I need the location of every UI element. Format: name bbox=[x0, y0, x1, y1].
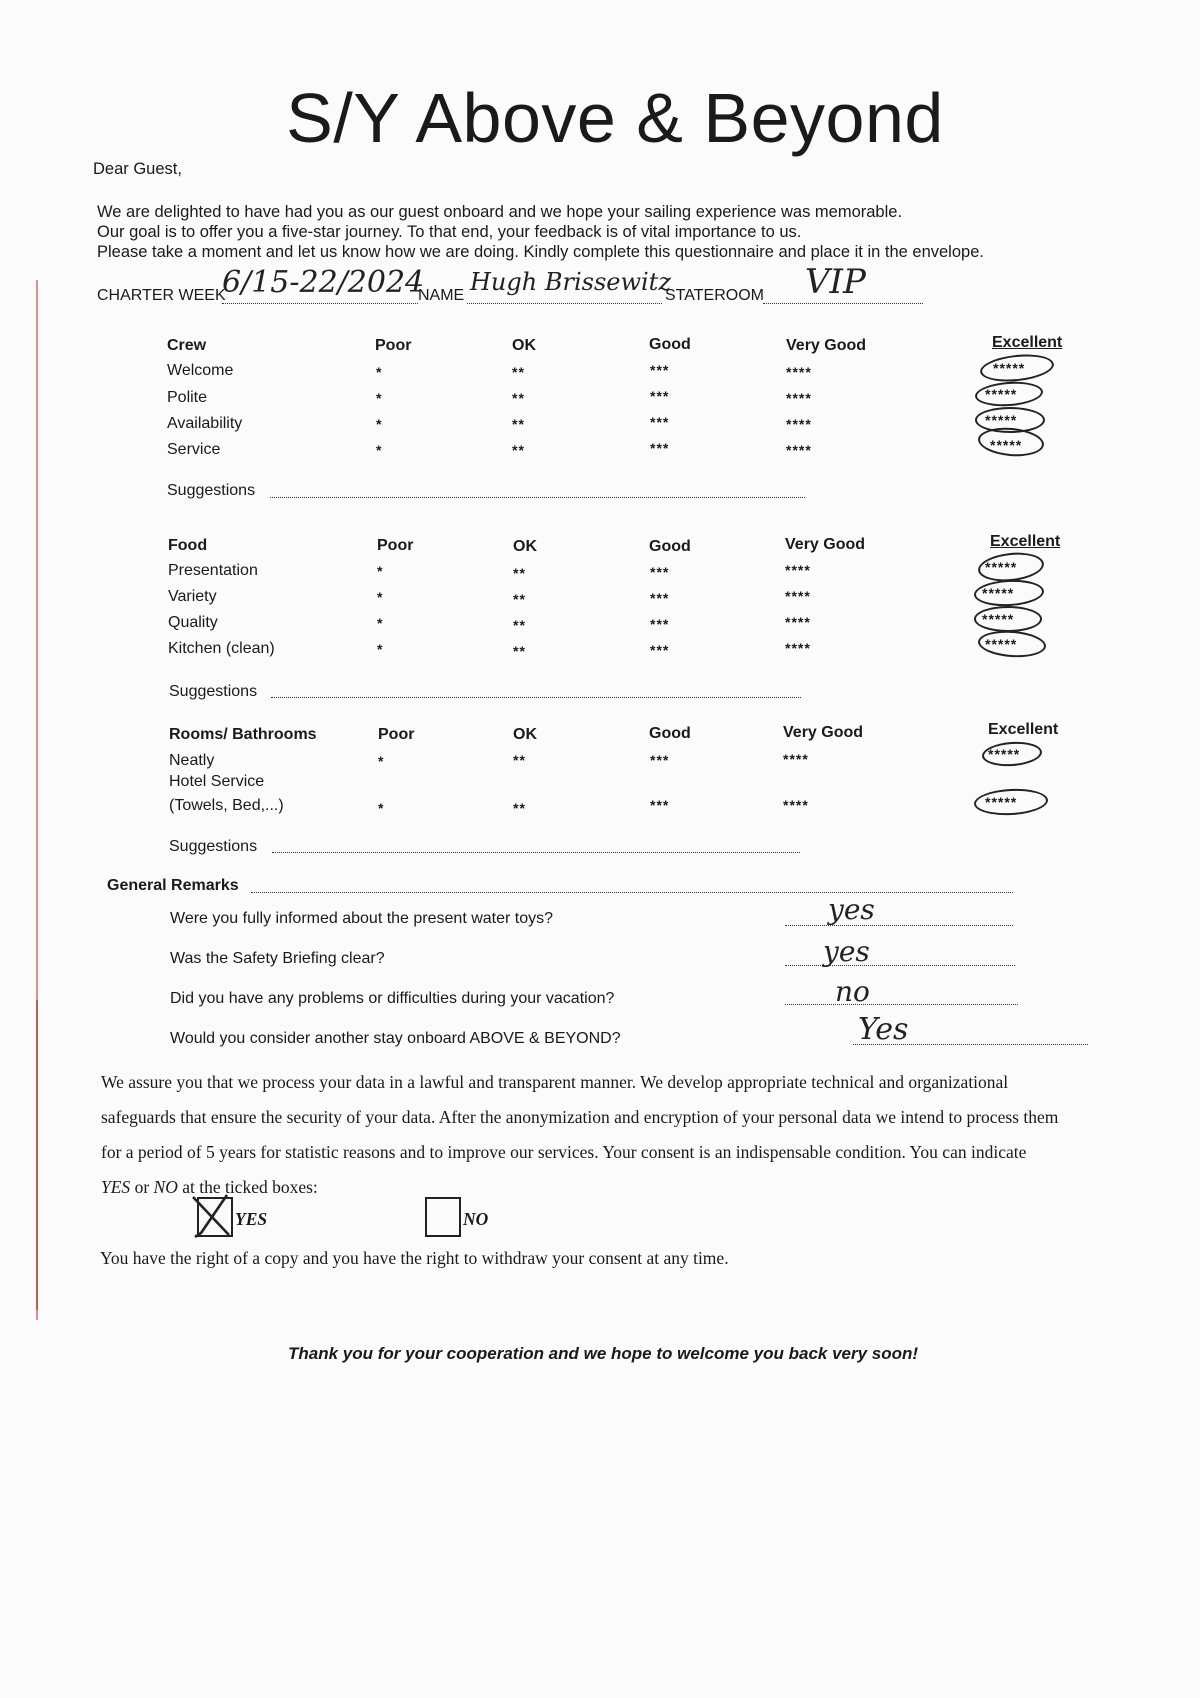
answer-line-problems bbox=[785, 1004, 1018, 1005]
crew-availability-very-good[interactable]: **** bbox=[786, 416, 812, 432]
intro-line-3: Please take a moment and let us know how we are doing. Kindly complete this questionnaire and place it in the envelope. bbox=[97, 243, 984, 261]
crew-item-service: Service bbox=[167, 441, 221, 458]
crew-welcome-very-good[interactable]: **** bbox=[786, 364, 812, 380]
food-col-very-good: Very Good bbox=[785, 536, 866, 553]
food-suggestions-field[interactable] bbox=[271, 697, 801, 698]
crew-item-welcome: Welcome bbox=[167, 362, 234, 379]
crew-suggestions-field[interactable] bbox=[270, 497, 805, 498]
greeting: Dear Guest, bbox=[93, 160, 182, 178]
answer-problems[interactable]: no bbox=[835, 975, 870, 1008]
food-kitchen-good[interactable]: *** bbox=[650, 642, 670, 658]
food-item-kitchen: Kitchen (clean) bbox=[168, 640, 275, 657]
answer-line-safety-briefing bbox=[785, 965, 1015, 966]
food-variety-excellent[interactable]: ***** bbox=[982, 585, 1015, 601]
rooms-item-towels-bed: (Towels, Bed,...) bbox=[169, 797, 284, 814]
food-quality-poor[interactable]: * bbox=[377, 615, 384, 631]
general-remarks-label: General Remarks bbox=[107, 877, 239, 894]
food-kitchen-poor[interactable]: * bbox=[377, 641, 384, 657]
food-presentation-ok[interactable]: ** bbox=[513, 565, 526, 581]
stateroom-label: STATEROOM bbox=[665, 287, 764, 304]
crew-polite-poor[interactable]: * bbox=[376, 390, 383, 406]
crew-polite-good[interactable]: *** bbox=[650, 388, 670, 404]
food-variety-circle bbox=[973, 578, 1044, 608]
rooms-neatly-good[interactable]: *** bbox=[650, 752, 670, 768]
general-remarks-field[interactable] bbox=[251, 892, 1013, 893]
crew-service-ok[interactable]: ** bbox=[512, 442, 525, 458]
legal-line-3: for a period of 5 years for statistic reasons and to improve our services. Your consent is an indispensable condition. You can indicate bbox=[101, 1142, 1027, 1162]
crew-polite-ok[interactable]: ** bbox=[512, 390, 525, 406]
food-variety-poor[interactable]: * bbox=[377, 589, 384, 605]
name-label: NAME bbox=[418, 287, 465, 304]
intro-line-2: Our goal is to offer you a five-star journey. To that end, your feedback is of vital importance to us. bbox=[97, 223, 802, 241]
crew-availability-ok[interactable]: ** bbox=[512, 416, 525, 432]
rooms-col-ok: OK bbox=[513, 726, 537, 743]
crew-welcome-circle bbox=[979, 351, 1055, 385]
rooms-hotel-ok[interactable]: ** bbox=[513, 800, 526, 816]
name-line bbox=[467, 303, 662, 304]
rooms-hotel-good[interactable]: *** bbox=[650, 797, 670, 813]
food-quality-very-good[interactable]: **** bbox=[785, 614, 811, 630]
answer-another-stay[interactable]: Yes bbox=[858, 1012, 909, 1047]
rooms-hotel-excellent[interactable]: ***** bbox=[985, 794, 1018, 810]
crew-polite-very-good[interactable]: **** bbox=[786, 390, 812, 406]
food-quality-ok[interactable]: ** bbox=[513, 617, 526, 633]
food-col-ok: OK bbox=[513, 538, 537, 555]
crew-service-poor[interactable]: * bbox=[376, 442, 383, 458]
legal-line-4-rest: at the ticked boxes: bbox=[177, 1177, 318, 1197]
stateroom-field[interactable]: VIP bbox=[805, 262, 866, 302]
charter-week-field[interactable]: 6/15-22/2024 bbox=[222, 265, 425, 300]
rooms-suggestions-label: Suggestions bbox=[169, 838, 258, 855]
crew-welcome-poor[interactable]: * bbox=[376, 364, 383, 380]
question-another-stay: Would you consider another stay onboard ABOVE & BEYOND? bbox=[170, 1030, 621, 1047]
rooms-neatly-ok[interactable]: ** bbox=[513, 752, 526, 768]
food-kitchen-excellent[interactable]: ***** bbox=[985, 636, 1018, 652]
rooms-neatly-poor[interactable]: * bbox=[378, 753, 385, 769]
crew-availability-excellent[interactable]: ***** bbox=[985, 412, 1018, 428]
rights-text: You have the right of a copy and you have the right to withdraw your consent at any time. bbox=[100, 1248, 729, 1268]
food-suggestions-label: Suggestions bbox=[169, 683, 258, 700]
food-col-excellent: Excellent bbox=[990, 533, 1061, 550]
crew-service-good[interactable]: *** bbox=[650, 440, 670, 456]
question-safety-briefing: Was the Safety Briefing clear? bbox=[170, 950, 385, 967]
rooms-col-good: Good bbox=[649, 725, 691, 742]
food-presentation-very-good[interactable]: **** bbox=[785, 562, 811, 578]
food-item-variety: Variety bbox=[168, 588, 217, 605]
consent-no-checkbox[interactable] bbox=[425, 1197, 461, 1237]
stateroom-line bbox=[763, 303, 923, 304]
food-quality-excellent[interactable]: ***** bbox=[982, 611, 1015, 627]
crew-polite-excellent[interactable]: ***** bbox=[985, 386, 1018, 402]
crew-welcome-good[interactable]: *** bbox=[650, 362, 670, 378]
crew-heading: Crew bbox=[167, 337, 207, 354]
crew-service-very-good[interactable]: **** bbox=[786, 442, 812, 458]
rooms-col-very-good: Very Good bbox=[783, 724, 864, 741]
check-x-icon bbox=[189, 1191, 235, 1239]
crew-suggestions-label: Suggestions bbox=[167, 482, 256, 499]
crew-polite-circle bbox=[974, 380, 1044, 409]
crew-col-good: Good bbox=[649, 336, 691, 353]
consent-no-label: NO bbox=[463, 1209, 489, 1229]
consent-yes-checkbox[interactable] bbox=[197, 1197, 233, 1237]
legal-line-1: We assure you that we process your data in a lawful and transparent manner. We develop appropriate technical and organizational bbox=[101, 1072, 1009, 1092]
name-field[interactable]: Hugh Brissewitz bbox=[470, 268, 671, 296]
crew-welcome-ok[interactable]: ** bbox=[512, 364, 525, 380]
crew-service-circle bbox=[977, 425, 1045, 459]
answer-line-water-toys bbox=[785, 925, 1013, 926]
rooms-col-poor: Poor bbox=[378, 726, 415, 743]
crew-welcome-excellent[interactable]: ***** bbox=[993, 360, 1026, 376]
charter-week-line bbox=[222, 303, 418, 304]
rooms-heading: Rooms/ Bathrooms bbox=[169, 726, 317, 743]
crew-col-very-good: Very Good bbox=[786, 337, 867, 354]
crew-col-ok: OK bbox=[512, 337, 536, 354]
legal-or-word: or bbox=[130, 1177, 154, 1197]
legal-yes-word: YES bbox=[101, 1177, 131, 1197]
crew-col-excellent: Excellent bbox=[992, 334, 1063, 351]
food-col-good: Good bbox=[649, 538, 691, 555]
consent-yes-label: YES bbox=[235, 1209, 268, 1229]
rooms-item-hotel-service: Hotel Service bbox=[169, 773, 265, 790]
question-problems: Did you have any problems or difficulties during your vacation? bbox=[170, 990, 615, 1007]
food-variety-very-good[interactable]: **** bbox=[785, 588, 811, 604]
food-col-poor: Poor bbox=[377, 537, 414, 554]
crew-availability-good[interactable]: *** bbox=[650, 414, 670, 430]
page-title: S/Y Above & Beyond bbox=[286, 79, 944, 157]
rooms-neatly-excellent[interactable]: ***** bbox=[988, 746, 1021, 762]
rooms-hotel-circle bbox=[973, 787, 1048, 817]
food-kitchen-ok[interactable]: ** bbox=[513, 643, 526, 659]
food-variety-ok[interactable]: ** bbox=[513, 591, 526, 607]
food-presentation-good[interactable]: *** bbox=[650, 564, 670, 580]
food-kitchen-circle bbox=[977, 629, 1047, 660]
crew-item-polite: Polite bbox=[167, 389, 208, 406]
food-kitchen-very-good[interactable]: **** bbox=[785, 640, 811, 656]
food-variety-good[interactable]: *** bbox=[650, 590, 670, 606]
rooms-hotel-poor[interactable]: * bbox=[378, 800, 385, 816]
crew-service-excellent[interactable]: ***** bbox=[990, 437, 1023, 453]
food-item-quality: Quality bbox=[168, 614, 218, 631]
scan-edge-line-lower bbox=[36, 1000, 38, 1310]
charter-week-label: CHARTER WEEK bbox=[97, 287, 226, 304]
food-quality-circle bbox=[974, 606, 1042, 632]
crew-item-availability: Availability bbox=[167, 415, 243, 432]
food-item-presentation: Presentation bbox=[168, 562, 258, 579]
thank-you-message: Thank you for your cooperation and we hope to welcome you back very soon! bbox=[288, 1344, 919, 1363]
answer-safety-briefing[interactable]: yes bbox=[823, 935, 870, 968]
rooms-col-excellent: Excellent bbox=[988, 721, 1059, 738]
food-heading: Food bbox=[168, 537, 208, 554]
intro-line-1: We are delighted to have had you as our guest onboard and we hope your sailing experience was memorable. bbox=[97, 203, 903, 221]
rooms-neatly-circle bbox=[981, 740, 1043, 768]
rooms-hotel-very-good[interactable]: **** bbox=[783, 797, 809, 813]
rooms-suggestions-field[interactable] bbox=[272, 852, 800, 853]
answer-water-toys[interactable]: yes bbox=[828, 893, 875, 926]
rooms-neatly-very-good[interactable]: **** bbox=[783, 751, 809, 767]
rooms-item-neatly: Neatly bbox=[169, 752, 215, 769]
question-water-toys: Were you fully informed about the present water toys? bbox=[170, 910, 554, 927]
food-presentation-excellent[interactable]: ***** bbox=[985, 559, 1018, 575]
legal-no-word: NO bbox=[153, 1177, 178, 1197]
food-presentation-poor[interactable]: * bbox=[377, 563, 384, 579]
legal-line-2: safeguards that ensure the security of your data. After the anonymization and encryption of your personal data we intend to process them bbox=[101, 1107, 1059, 1127]
crew-col-poor: Poor bbox=[375, 337, 412, 354]
food-quality-good[interactable]: *** bbox=[650, 616, 670, 632]
crew-availability-poor[interactable]: * bbox=[376, 416, 383, 432]
